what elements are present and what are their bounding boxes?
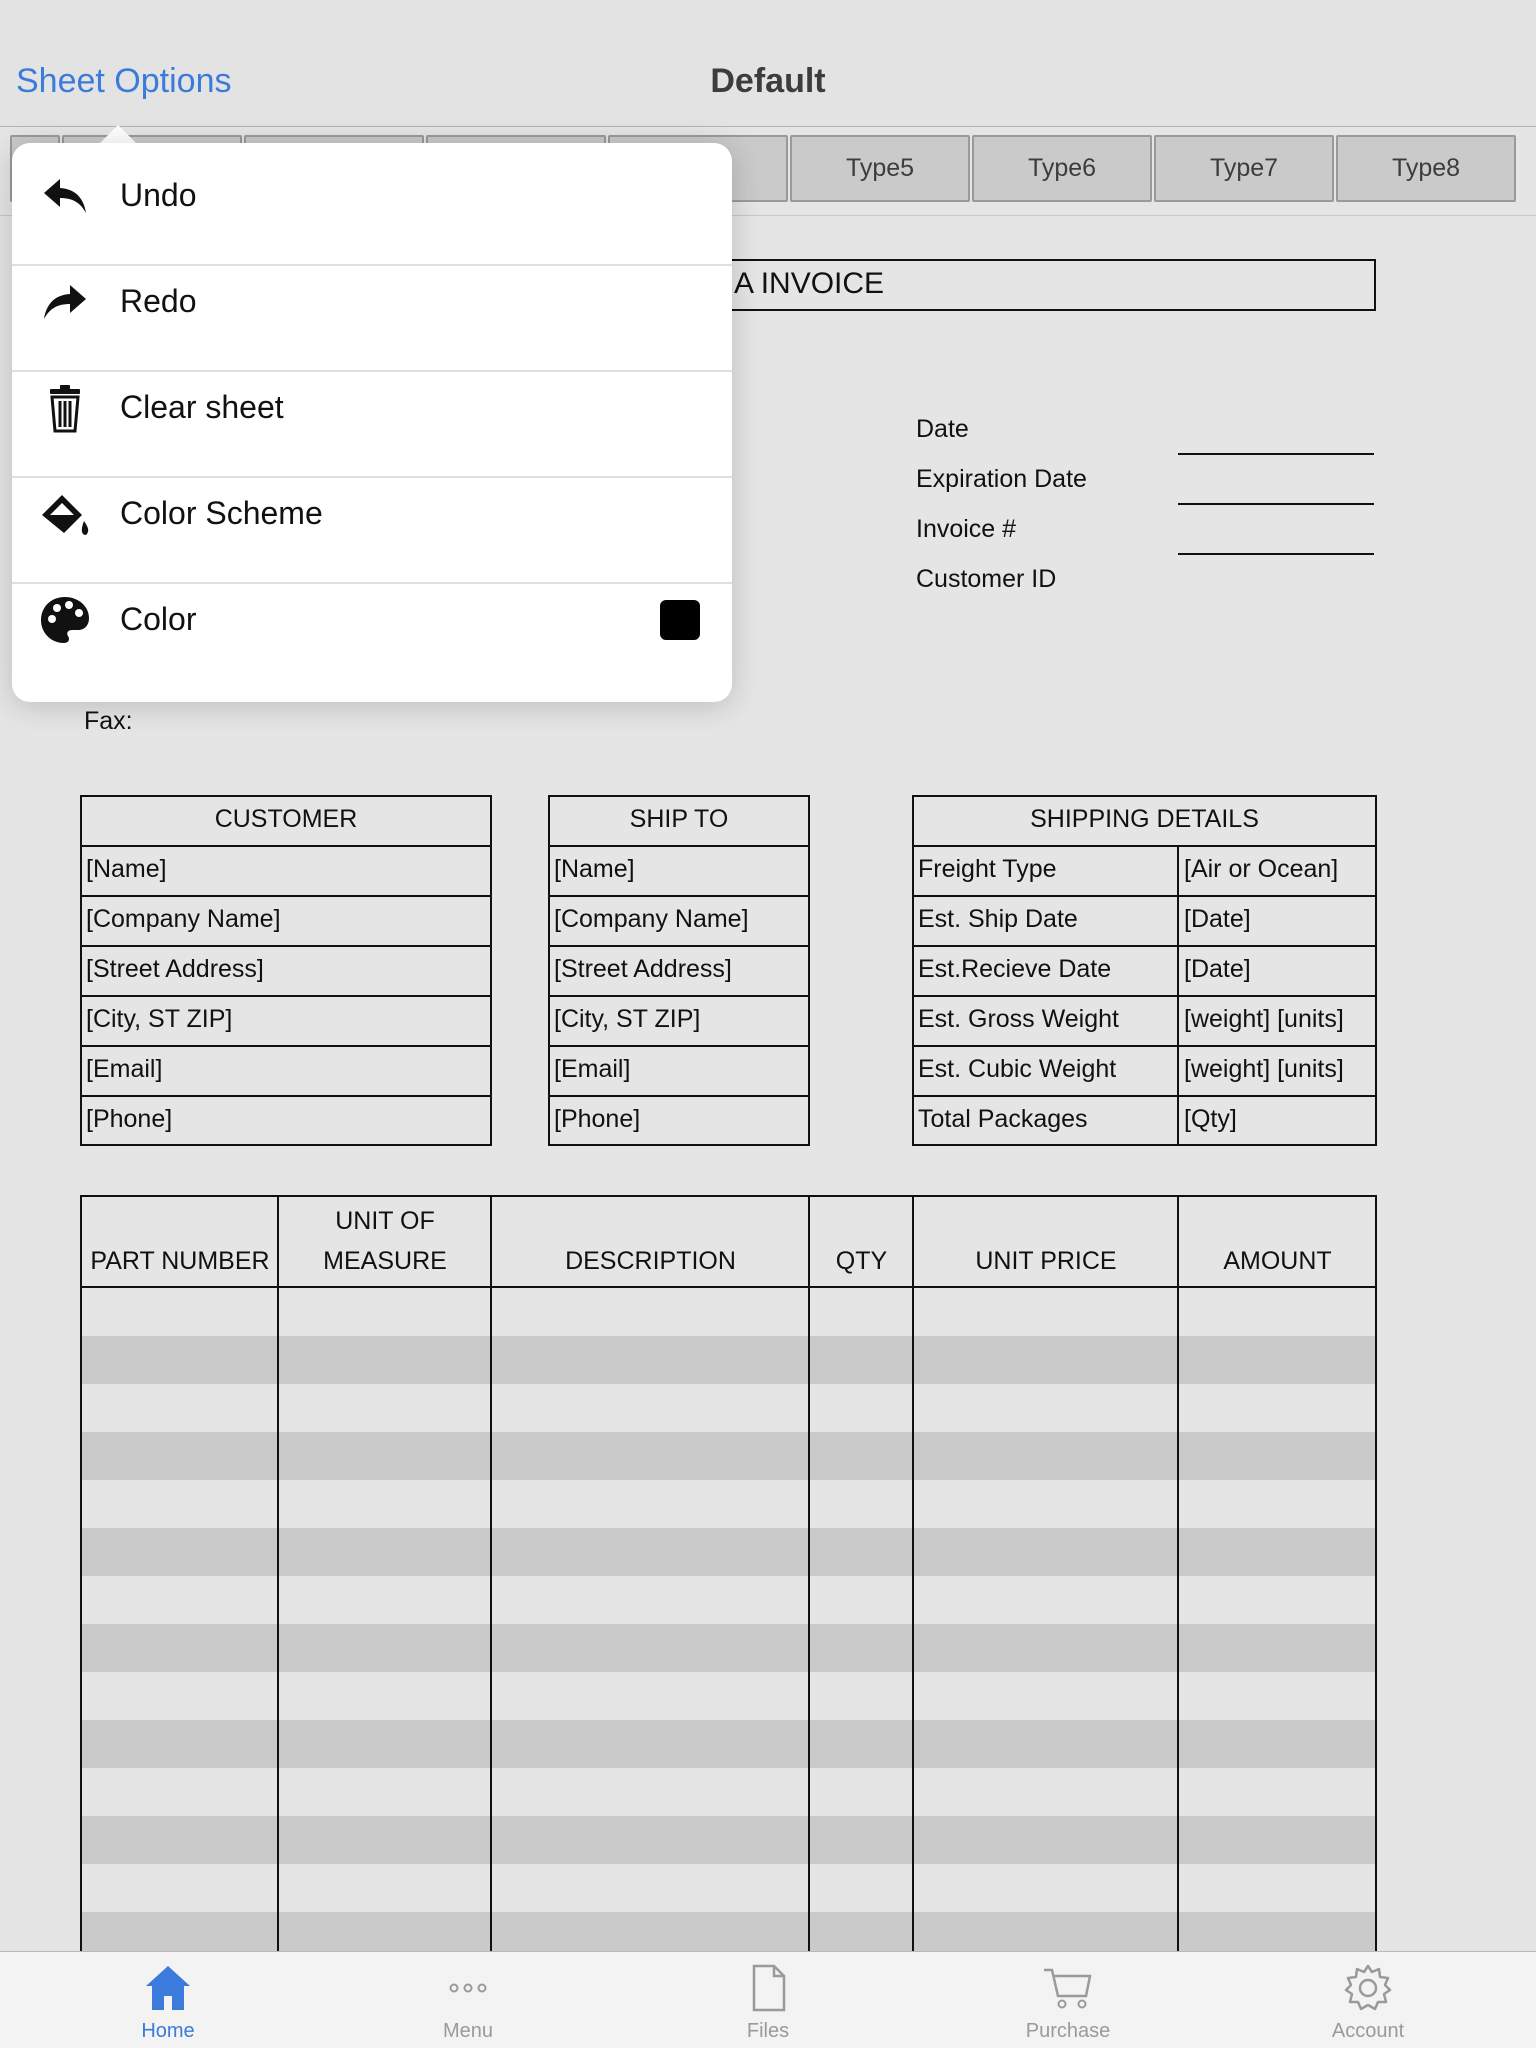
tab-type5[interactable]: Type5 xyxy=(790,135,970,202)
customer-name[interactable]: [Name] xyxy=(86,855,167,883)
customer-id-label: Customer ID xyxy=(916,565,1057,593)
shipping-details-header: SHIPPING DETAILS xyxy=(1030,805,1259,833)
expiration-date-underline xyxy=(1178,503,1374,505)
est-receive-date-value[interactable]: [Date] xyxy=(1184,955,1251,983)
est-receive-date-label: Est.Recieve Date xyxy=(918,955,1112,983)
clear-sheet-label: Clear sheet xyxy=(120,389,284,425)
invoice-number-underline xyxy=(1178,553,1374,555)
freight-type-value[interactable]: [Air or Ocean] xyxy=(1184,855,1339,883)
est-ship-date-label: Est. Ship Date xyxy=(918,905,1078,933)
undo-menu-item[interactable] xyxy=(12,143,732,249)
est-cubic-weight-label: Est. Cubic Weight xyxy=(918,1055,1117,1083)
ship-to-header: SHIP TO xyxy=(629,805,729,833)
est-gross-weight-label: Est. Gross Weight xyxy=(918,1005,1119,1033)
tabbar-files-label: Files xyxy=(746,2020,790,2042)
expiration-date-label: Expiration Date xyxy=(916,465,1087,493)
description-header: DESCRIPTION xyxy=(565,1247,736,1275)
sheet-options-button[interactable]: Sheet Options xyxy=(16,62,232,100)
ship-to-phone[interactable]: [Phone] xyxy=(554,1105,641,1133)
trash-icon xyxy=(38,381,92,435)
customer-company[interactable]: [Company Name] xyxy=(86,905,281,933)
more-icon xyxy=(442,1962,494,2014)
tabbar-account[interactable] xyxy=(1268,1952,1468,2048)
paint-bucket-icon xyxy=(38,487,92,541)
unit-of-header: UNIT OF xyxy=(335,1207,435,1235)
customer-city[interactable]: [City, ST ZIP] xyxy=(86,1005,233,1033)
part-number-header: PART NUMBER xyxy=(90,1247,270,1275)
tab-type7[interactable]: Type7 xyxy=(1154,135,1334,202)
gear-icon xyxy=(1342,1962,1394,2014)
tabbar-files[interactable] xyxy=(668,1952,868,2048)
tab-type6[interactable]: Type6 xyxy=(972,135,1152,202)
cart-icon xyxy=(1042,1962,1094,2014)
page-title: Default xyxy=(710,62,826,100)
clear-sheet-menu-item[interactable] xyxy=(12,355,732,461)
ship-to-company[interactable]: [Company Name] xyxy=(554,905,749,933)
color-label: Color xyxy=(120,601,197,637)
color-scheme-menu-item[interactable] xyxy=(12,461,732,567)
customer-header: CUSTOMER xyxy=(214,805,358,833)
tabbar-home-label: Home xyxy=(141,2020,195,2042)
ship-to-street[interactable]: [Street Address] xyxy=(554,955,732,983)
customer-phone[interactable]: [Phone] xyxy=(86,1105,173,1133)
tabbar-purchase-label: Purchase xyxy=(1025,2020,1111,2042)
ship-to-city[interactable]: [City, ST ZIP] xyxy=(554,1005,701,1033)
sheet-options-popover xyxy=(12,143,732,702)
redo-menu-item[interactable] xyxy=(12,249,732,355)
undo-label: Undo xyxy=(120,177,197,213)
home-icon xyxy=(142,1962,194,2014)
palette-icon xyxy=(38,593,92,647)
est-ship-date-value[interactable]: [Date] xyxy=(1184,905,1251,933)
navigation-bar xyxy=(0,0,1536,127)
tab-type8[interactable]: Type8 xyxy=(1336,135,1516,202)
bottom-tab-bar xyxy=(0,1951,1536,2048)
redo-icon xyxy=(38,275,92,329)
customer-street[interactable]: [Street Address] xyxy=(86,955,264,983)
est-cubic-weight-value[interactable]: [weight] [units] xyxy=(1184,1055,1344,1083)
color-scheme-label: Color Scheme xyxy=(120,495,323,531)
amount-header: AMOUNT xyxy=(1223,1247,1332,1275)
total-packages-label: Total Packages xyxy=(918,1105,1088,1133)
popover-arrow xyxy=(98,125,138,145)
est-gross-weight-value[interactable]: [weight] [units] xyxy=(1184,1005,1344,1033)
freight-type-label: Freight Type xyxy=(918,855,1057,883)
invoice-number-label: Invoice # xyxy=(916,515,1017,543)
total-packages-value[interactable]: [Qty] xyxy=(1184,1105,1237,1133)
tabbar-menu[interactable] xyxy=(368,1952,568,2048)
undo-icon xyxy=(38,169,92,223)
measure-header: MEASURE xyxy=(323,1247,447,1275)
color-swatch[interactable] xyxy=(660,600,700,640)
customer-email[interactable]: [Email] xyxy=(86,1055,163,1083)
tabbar-menu-label: Menu xyxy=(442,2020,494,2042)
ship-to-email[interactable]: [Email] xyxy=(554,1055,631,1083)
qty-header: QTY xyxy=(835,1247,888,1275)
color-menu-item[interactable] xyxy=(12,567,732,673)
date-underline xyxy=(1178,453,1374,455)
ship-to-name[interactable]: [Name] xyxy=(554,855,635,883)
fax-label: Fax: xyxy=(84,707,133,735)
tabbar-account-label: Account xyxy=(1331,2020,1405,2042)
redo-label: Redo xyxy=(120,283,197,319)
invoice-title: A INVOICE xyxy=(734,267,885,300)
tabbar-home[interactable] xyxy=(68,1952,268,2048)
tabbar-purchase[interactable] xyxy=(968,1952,1168,2048)
date-label: Date xyxy=(916,415,969,443)
unit-price-header: UNIT PRICE xyxy=(975,1247,1117,1275)
file-icon xyxy=(742,1962,794,2014)
invoice-title-box[interactable] xyxy=(710,259,1376,311)
